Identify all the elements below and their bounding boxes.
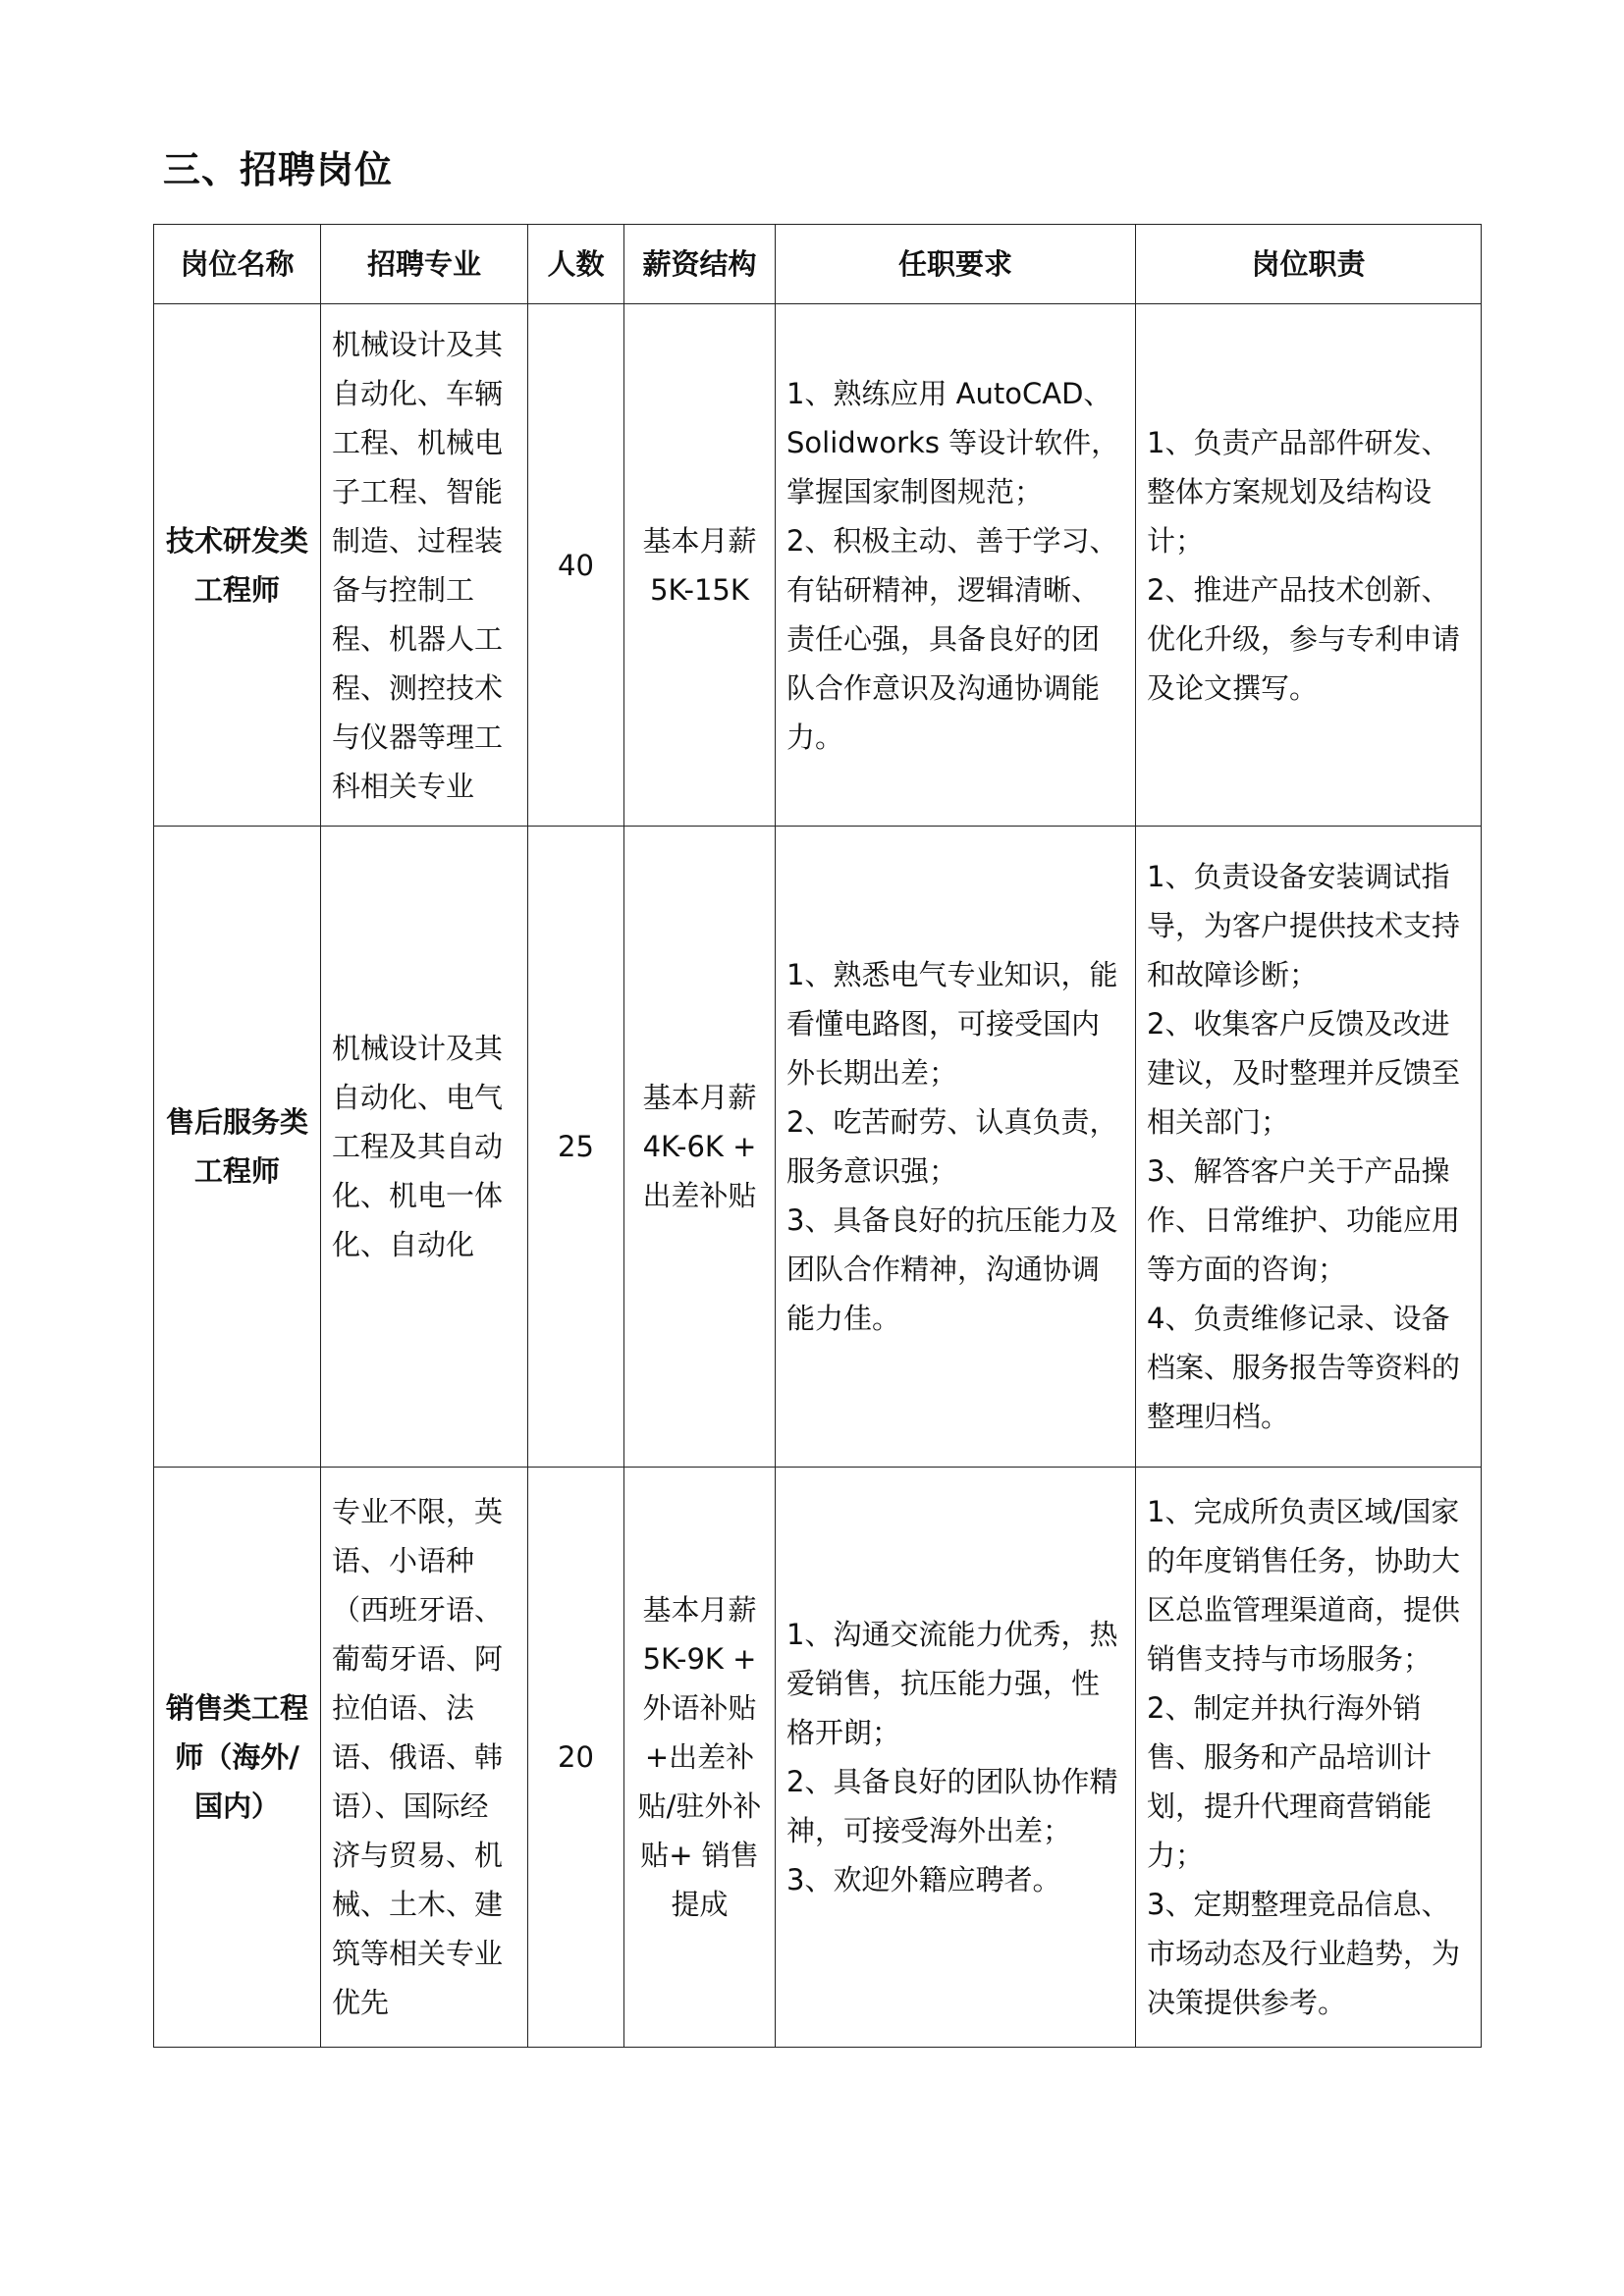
requirement-item: 2、积极主动、善于学习、有钻研精神，逻辑清晰、责任心强，具备良好的团队合作意识及沟通协调能力。 xyxy=(786,523,1118,754)
header-requirements: 任职要求 xyxy=(776,225,1136,304)
major-cell: 专业不限，英语、小语种（西班牙语、葡萄牙语、阿拉伯语、法语、俄语、韩语）、国际经济与贸易、机械、土木、建筑等相关专业优先 xyxy=(321,1468,528,2048)
salary-cell: 基本月薪 5K-15K xyxy=(624,304,776,827)
requirements-cell xyxy=(776,1468,1136,2048)
header-count: 人数 xyxy=(528,225,624,304)
duty-item: 4、负责维修记录、设备档案、服务报告等资料的整理归档。 xyxy=(1147,1302,1461,1433)
count-cell: 25 xyxy=(528,827,624,1468)
duties-cell xyxy=(1136,304,1482,827)
header-duties: 岗位职责 xyxy=(1136,225,1482,304)
requirement-item: 3、欢迎外籍应聘者。 xyxy=(786,1863,1061,1896)
header-position-name: 岗位名称 xyxy=(154,225,321,304)
salary-cell: 基本月薪 4K-6K + 出差补贴 xyxy=(624,827,776,1468)
major-cell: 机械设计及其自动化、车辆工程、机械电子工程、智能制造、过程装备与控制工程、机器人工程、测控技术与仪器等理工科相关专业 xyxy=(321,304,528,827)
requirement-item: 1、熟练应用 AutoCAD、Solidworks 等设计软件，掌握国家制图规范； xyxy=(786,376,1120,508)
section-title: 三、招聘岗位 xyxy=(163,148,394,191)
table-header-row xyxy=(154,225,1482,304)
position-name-cell: 销售类工程师（海外/国内） xyxy=(154,1468,321,2048)
recruitment-table xyxy=(153,224,1482,2048)
requirements-cell xyxy=(776,304,1136,827)
duty-item: 1、负责设备安装调试指导，为客户提供技术支持和故障诊断； xyxy=(1147,860,1461,991)
table-row xyxy=(154,1468,1482,2048)
position-name-cell: 技术研发类工程师 xyxy=(154,304,321,827)
requirement-item: 1、熟悉电气专业知识，能看懂电路图，可接受国内外长期出差； xyxy=(786,958,1118,1090)
position-name-cell: 售后服务类工程师 xyxy=(154,827,321,1468)
requirement-item: 2、具备良好的团队协作精神，可接受海外出差； xyxy=(786,1765,1118,1847)
requirement-item: 2、吃苦耐劳、认真负责，服务意识强； xyxy=(786,1105,1118,1188)
requirement-item: 3、具备良好的抗压能力及团队合作精神，沟通协调能力佳。 xyxy=(786,1203,1118,1335)
duty-item: 2、推进产品技术创新、优化升级，参与专利申请及论文撰写。 xyxy=(1147,572,1461,705)
duty-item: 3、定期整理竞品信息、市场动态及行业趋势，为决策提供参考。 xyxy=(1147,1888,1461,2019)
duty-item: 2、收集客户反馈及改进建议，及时整理并反馈至相关部门； xyxy=(1147,1007,1461,1139)
duty-item: 3、解答客户关于产品操作、日常维护、功能应用等方面的咨询； xyxy=(1147,1154,1461,1286)
requirements-cell xyxy=(776,827,1136,1468)
count-cell: 40 xyxy=(528,304,624,827)
table-row xyxy=(154,304,1482,827)
duty-item: 1、完成所负责区域/国家的年度销售任务，协助大区总监管理渠道商，提供销售支持与市场服务； xyxy=(1147,1495,1461,1676)
duty-item: 1、负责产品部件研发、整体方案规划及结构设计； xyxy=(1147,425,1450,558)
duty-item: 2、制定并执行海外销售、服务和产品培训计划，提升代理商营销能力； xyxy=(1147,1691,1433,1872)
header-major: 招聘专业 xyxy=(321,225,528,304)
duties-cell xyxy=(1136,827,1482,1468)
major-cell: 机械设计及其自动化、电气工程及其自动化、机电一体化、自动化 xyxy=(321,827,528,1468)
header-salary: 薪资结构 xyxy=(624,225,776,304)
table-row xyxy=(154,827,1482,1468)
salary-cell: 基本月薪 5K-9K + 外语补贴+出差补贴/驻外补贴+ 销售提成 xyxy=(624,1468,776,2048)
count-cell: 20 xyxy=(528,1468,624,2048)
duties-cell xyxy=(1136,1468,1482,2048)
requirement-item: 1、沟通交流能力优秀，热爱销售，抗压能力强，性格开朗； xyxy=(786,1618,1118,1749)
